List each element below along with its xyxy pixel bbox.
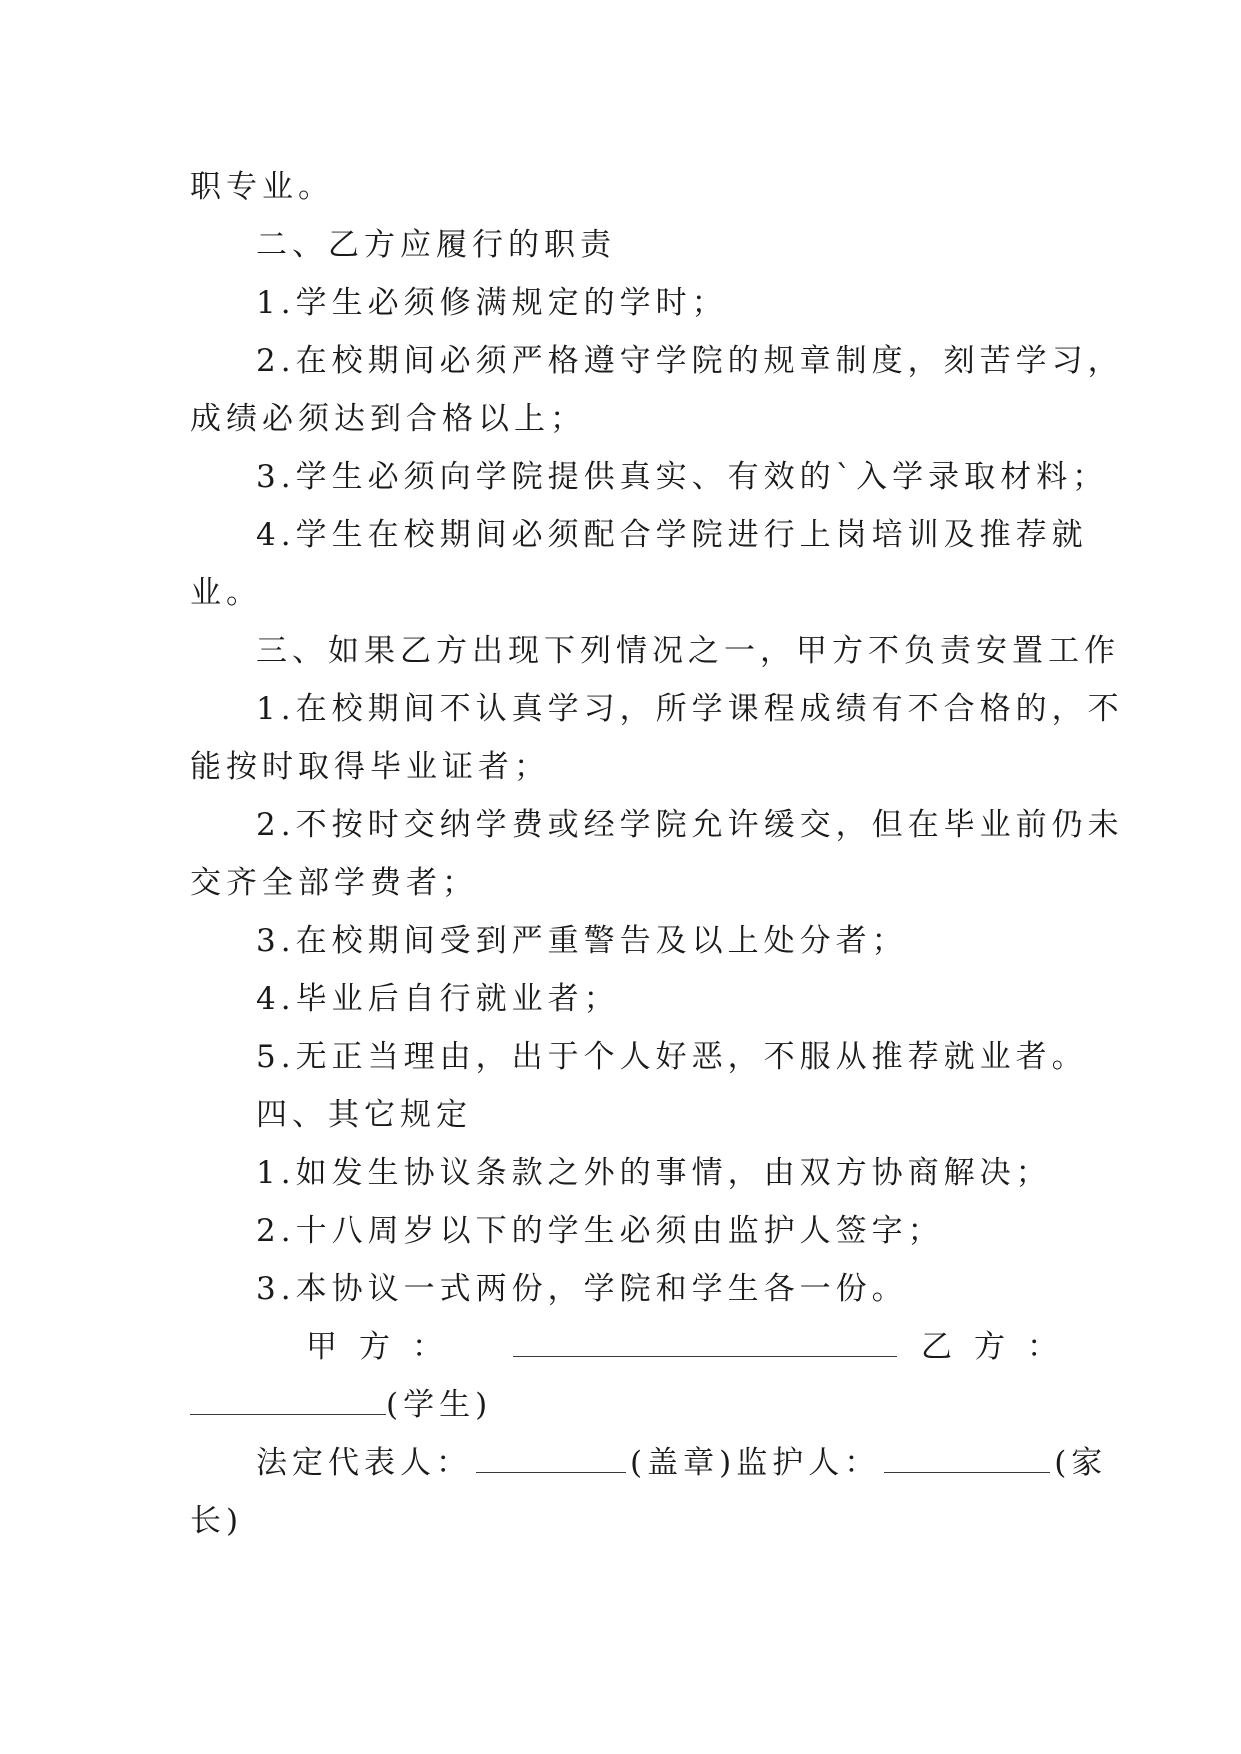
party-b-blank — [190, 1392, 386, 1415]
guardian-blank — [884, 1450, 1050, 1473]
text-line: 成绩必须达到合格以上； — [190, 401, 586, 437]
list-item: 3.在校期间受到严重警告及以上处分者； — [256, 923, 908, 959]
signature-line-parties — [190, 1318, 1080, 1376]
signature-line-parent-end — [190, 1492, 1060, 1550]
text-line: 能按时取得毕业证者； — [190, 749, 550, 785]
list-item: 1.在校期间不认真学习，所学课程成绩有不合格的，不 — [256, 691, 1124, 727]
legal-rep-blank — [476, 1450, 626, 1473]
list-item: 2.在校期间必须严格遵守学院的规章制度，刻苦学习， — [256, 343, 1124, 379]
document-body — [190, 158, 1124, 1550]
party-a-label: 甲方： — [306, 1329, 465, 1365]
parent-note-start: (家 — [1054, 1445, 1108, 1481]
parent-note-end: 长) — [190, 1503, 244, 1539]
section-heading: 四、其它规定 — [256, 1097, 472, 1133]
legal-rep-label: 法定代表人： — [256, 1445, 472, 1481]
list-item: 2.不按时交纳学费或经学院允许缓交，但在毕业前仍未 — [256, 807, 1124, 843]
text-line: 职专业。 — [190, 169, 334, 205]
list-item: 2.十八周岁以下的学生必须由监护人签字； — [256, 1213, 944, 1249]
party-b-label: 乙方： — [921, 1329, 1080, 1365]
list-item: 4.毕业后自行就业者； — [256, 981, 620, 1017]
list-item: 1.如发生协议条款之外的事情，由双方协商解决； — [256, 1155, 1052, 1191]
section-heading: 三、如果乙方出现下列情况之一，甲方不负责安置工作 — [256, 633, 1120, 669]
party-a-blank — [513, 1334, 897, 1357]
list-item: 3.学生必须向学院提供真实、有效的`入学录取材料； — [256, 459, 1109, 495]
section-heading: 二、乙方应履行的职责 — [256, 227, 616, 263]
list-item: 3.本协议一式两份，学院和学生各一份。 — [256, 1271, 908, 1307]
list-item: 5.无正当理由，出于个人好恶，不服从推荐就业者。 — [256, 1039, 1088, 1075]
list-item: 4.学生在校期间必须配合学院进行上岗培训及推荐就 — [256, 517, 1088, 553]
text-line: 业。 — [190, 575, 262, 611]
guardian-label: 监护人： — [736, 1445, 881, 1481]
student-note: (学生) — [386, 1387, 493, 1423]
text-line: 交齐全部学费者； — [190, 865, 478, 901]
list-item: 1.学生必须修满规定的学时； — [256, 285, 728, 321]
seal-note: (盖章) — [630, 1445, 737, 1481]
signature-line-student — [190, 1376, 1060, 1434]
signature-line-representatives — [190, 1434, 1108, 1492]
